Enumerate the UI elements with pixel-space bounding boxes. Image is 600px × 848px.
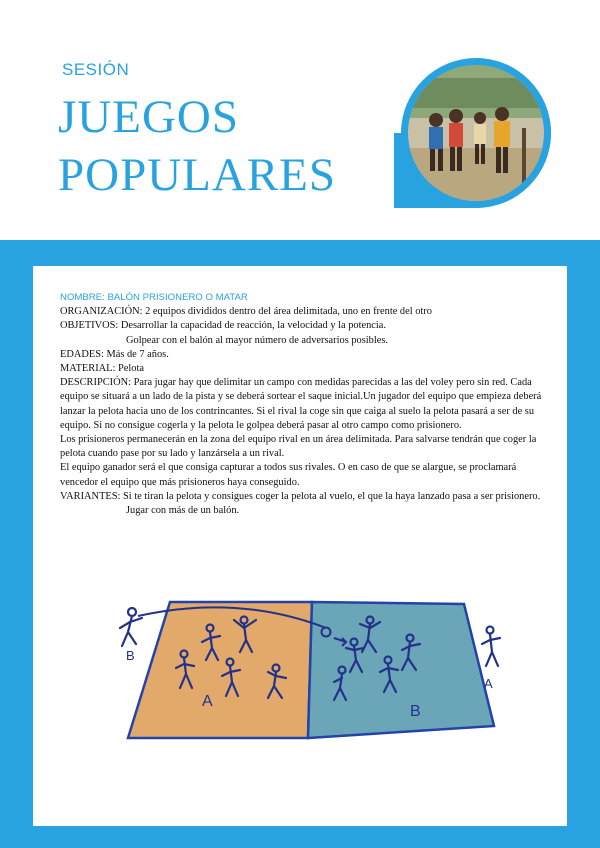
session-label: SESIÓN [62,60,130,79]
objectives-text-2: Golpear con el balón al mayor número de adversarios posibles. [126,334,388,346]
label-b-team: B [410,703,421,720]
title-line-1: JUEGOS [58,91,239,143]
children-running-photo [394,58,552,208]
objectives-text: OBJETIVOS: Desarrollar la capacidad de reacción, la velocidad y la potencia. [60,320,387,332]
material-text: MATERIAL: Pelota [60,363,144,375]
game-description [60,291,542,518]
label-b-left: B [126,648,135,663]
game-name: NOMBRE: BALÓN PRISIONERO O MATAR [60,292,248,303]
variants-text: VARIANTES: Si te tiran la pelota y consigues coger la pelota al vuelo, el que la haya lanzado pasa a ser prisionero. [60,490,541,502]
organization-text: ORGANIZACIÓN: 2 equipos divididos dentro del área delimitada, uno en frente del otro [60,306,432,318]
court-illustration [98,598,512,750]
label-a-right: A [484,676,493,691]
winner-text: El equipo ganador será el que consiga capturar a todos sus rivales. O en caso de que se alargue, se proclamará vencedor el equipo que más prisioneros haya conseguido. [60,462,517,488]
title-line-2: POPULARES [58,149,337,201]
ages-text: EDADES: Más de 7 años. [60,348,169,360]
team-a-zone [128,602,312,738]
description-text: DESCRIPCIÓN: Para jugar hay que delimitar un campo con medidas parecidas a las del voley pero sin red. Cada equipo se situará a un lado de la pista y se deberá sortear el saque inicial.Un jugador del equipo que empieza deberá lanzar la pelota hacia uno de los contrincantes. Si el rival la coge sin que caiga al suelo la pelota pasará a ser de su equipo. Si no consigue cogerla y la pelota le golpea deberá pasar al otro campo como prisionero. [60,377,542,431]
page-title [58,88,336,204]
prisoners-text: Los prisioneros permanecerán en la zona del equipo rival en un área delimitada. Para salvarse tendrán que coger la pelota cuando pase por su lado y lanzársela a un rival. [60,434,537,460]
variants-text-2: Jugar con más de un balón. [126,505,240,517]
header [0,0,600,240]
label-a-team: A [202,693,213,710]
